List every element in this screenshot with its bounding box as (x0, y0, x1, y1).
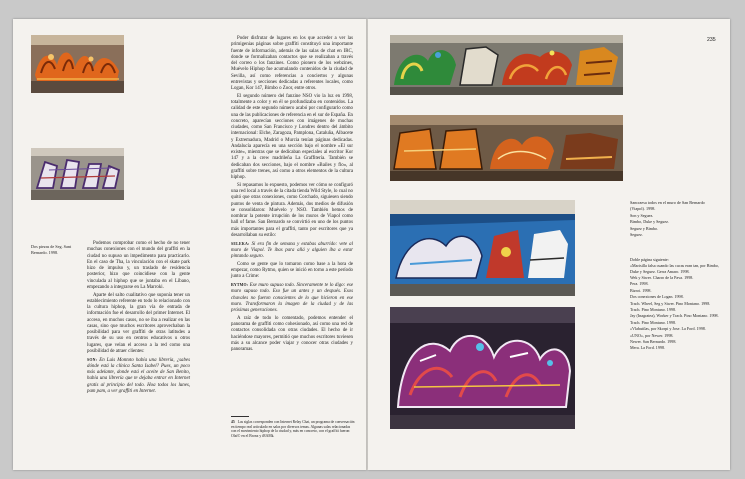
paragraph: Podemos comprobar como el hecho de no tener muchas conexiones con el mundo del graffiti en la ciudad no supuso un impedimento para practicarlo. En el caso de Tha, la vinculación con el skate park hizo de impulso y, un traslado de residencia posterior, hizo que coincidiese con la gente vinculada al hiphop que se juntaba en el Líbano, empezando a integrarse en La Marroki. (87, 241, 190, 290)
interview-quote (231, 282, 353, 314)
credit-line: Seguez y Bimbo. (630, 225, 659, 231)
credit-line: Mera. La Ford. 1998. (630, 345, 666, 351)
paragraph: El segundo número del fanzine NSO vio la luz en 1998, totalmente a color y en él se profundizaba en contenidos. La calidad de este segundo número acabó por configurarlo como una de las publicaciones de referencia en el sur de España. En concreto, aparecían secciones con imágenes de muchas ciudades, como San Francisco y Londres dentro del ámbito internacional: Elche, Zaragoza, Pamplona, Cataluña, Albacete y Extremadura, Madrid o Murcia tenían páginas dedicadas. Andalucía aparecía en una sección bajo el nombre «El sur existe», mientras que se dedicaban especiales al escritor Kor 147 y a la crew madrileña La Graffitería. También se dedicaban dos secciones, bajo el nombre «Bailes y flo», al graffiti sobre trenes, así como a otros elementos de la cultura hiphop. (231, 93, 353, 180)
credit-line: Trach. Wheel, Seg y Siwer. Pino Montano. 1998. (630, 300, 711, 306)
credits-title: Doble página siguiente: (630, 257, 669, 262)
footnote (231, 420, 355, 438)
credit-line: Pera. 1998. (630, 281, 649, 287)
left-page (13, 19, 367, 470)
credit-line: «UNO», por Newer. 1998. (630, 332, 674, 338)
footnote-number: 45 (231, 420, 235, 424)
credit-line: Seguez. (630, 232, 643, 238)
right-caption-top: Sancraesa todos en el muro de San Bernardo (Viapol). 1998. (630, 200, 705, 211)
graffiti-photo-wall-orange (390, 115, 623, 181)
paragraph: A raíz de todo lo comentado, podemos entender el panorama de graffiti como cohesionado, así como una red de contactos consolidada con otras ciudades. El hecho de ir haciéndose mayores, permitió que muchos escritores tuviesen más a su alcance poder viajar y conocer otras ciudades y panoramas. (231, 315, 353, 352)
credit-line: Trach. Pino Montano. 1998. (630, 319, 677, 325)
credit-line: Newer. San Bernardo. 1998. (630, 338, 677, 344)
quote-speaker: RYTMO: (231, 283, 249, 287)
credit-line: Son y Seguez. (630, 213, 654, 218)
quote-speaker: SELEKA: (231, 241, 250, 246)
credit-line: Jay (Inagratea), Worker y Trach. Pino Montano. 1998. (630, 313, 719, 319)
footnote-text: Las siglas corresponden con Internet Relay Chat, un programa de conversación en tiempo real articulado en salas por diversos temas. Algunas salas relacionadas con el movimiento hiphop de la ciudad y, más en concreto, con el graffiti fueron: Olaf© en el Bronx y iRAMk. (231, 420, 355, 438)
paragraph: Si repasamos lo expuesto, podemos ver cómo se configuró una red local a través de la citada tienda Wild Style, lo cual no quitó que otras conexiones, como Corchado, siguiesen siendo puntos de venta de pintura. Además, dos medios de difusión se consolidaron: Muévelo y NSO. También hemos de nombrar la potente irrupción de los muros de Viapol como hall of fame. San Bernardo se convirtió en uno de los puntos más importantes para el graffiti, tanto por escritores que ya desarrollaban su estilo: (231, 182, 353, 238)
credit-line: Bimbo, Duke y Seguez. (630, 219, 669, 225)
photo-credits-block (630, 213, 720, 239)
right-page (368, 19, 730, 470)
credit-line: «Marisilla falsa cuando las cucas eran tan, por Bimbo, Duke y Seguez. Gerra Amaro. 1998. (630, 263, 719, 274)
quote-text: Ese muro supuso todo. Sinceramente te lo digo: ese muro supuso todo. Eso fue un antes y un después. Esos chavales no fueron conscientes de lo que hicieron en ese muro. Transformaron la imagen de la ciudad y de las próximas generaciones. (231, 283, 353, 313)
graffiti-photo-purple-piece (31, 148, 124, 200)
text-column-a (87, 241, 190, 397)
paragraph: Poder disfrutar de lugares en los que acceder a ver las primigenias páginas sobre graffiti constituyó una importante fuente de información, además de las salas de chat en IRC, donde se formalizaban contactos que se realizaban a través del correo o los fanzines. Como pionero de los webzines, Muévelo Hiphop fue acumulando contenidos de la ciudad de Sevilla, así como referencias a conciertos y algunas entrevistas y secciones dedicadas a referentes locales, como Logan, Kor 147, Bimbo o Zoor, entre otros. (231, 36, 353, 91)
credit-line: «Vlabutilas, por Skorpi y Jose. La Ford. 1998. (630, 326, 706, 332)
credit-line: Dos conexiones de Logan. 1998. (630, 294, 684, 300)
left-photo-caption: Dos piezas de Seg. Sant Bernardo. 1998. (31, 244, 72, 255)
graffiti-photo-orange-piece (31, 35, 124, 93)
graffiti-photo-dark-piece (390, 307, 575, 429)
text-column-b (231, 36, 353, 355)
next-spread-credits (630, 257, 720, 352)
paragraph: Aparte del salto cualitativo que suponía tener un establecimiento referente en todo lo relacionado con la cultura hiphop, la gran vía de entrada de información fue el desarrollo del primer Internet. El acceso, en muchos casos, no se iba a realizar en las casas, sino que muchos escritores aprovechaban la posibilidad para ver graffiti de otras latitudes a través de su uso en centros educativos u otros lugares, que velan el acceso a la red como una posibilidad de atraer clientes: (87, 292, 190, 354)
credit-line: Bizroi. 1998. (630, 287, 652, 293)
graffiti-photo-wall-colorful (390, 35, 623, 95)
quote-text: Si era fin de semana y estabas aburrido: vete al muro de Viapol. Te ibas para allá y alguien iba a estar pintando seguro. (231, 241, 353, 259)
credit-line: Wek y Siwer. Charro de la Pava. 1998. (630, 274, 694, 280)
graffiti-photo-blue-mural (390, 200, 575, 296)
interview-quote (87, 357, 190, 396)
footnote-rule (231, 416, 249, 417)
quote-text: En Luis Montoto había una librería, ¿sabes dónde está la clínica Santa Isabel? Pues, un poco más adelante, donde está el aceite de San Benito, había una librería que te dejaba entrar en Internet gratis al principio del todo. Hoa todos los lunes, pam pam, a ver graffiti en Internet. (87, 357, 190, 394)
paragraph: Como se gente que lo tomaron como base a la hora de empezar, como Rytmo, quien se inició en torno a este período junto a Crime: (231, 261, 353, 280)
credit-line: Trach. Pino Montano. 1998. (630, 306, 677, 312)
quote-speaker: SON: (87, 357, 98, 362)
interview-quote (231, 241, 353, 261)
page-number: 235 (707, 37, 716, 43)
